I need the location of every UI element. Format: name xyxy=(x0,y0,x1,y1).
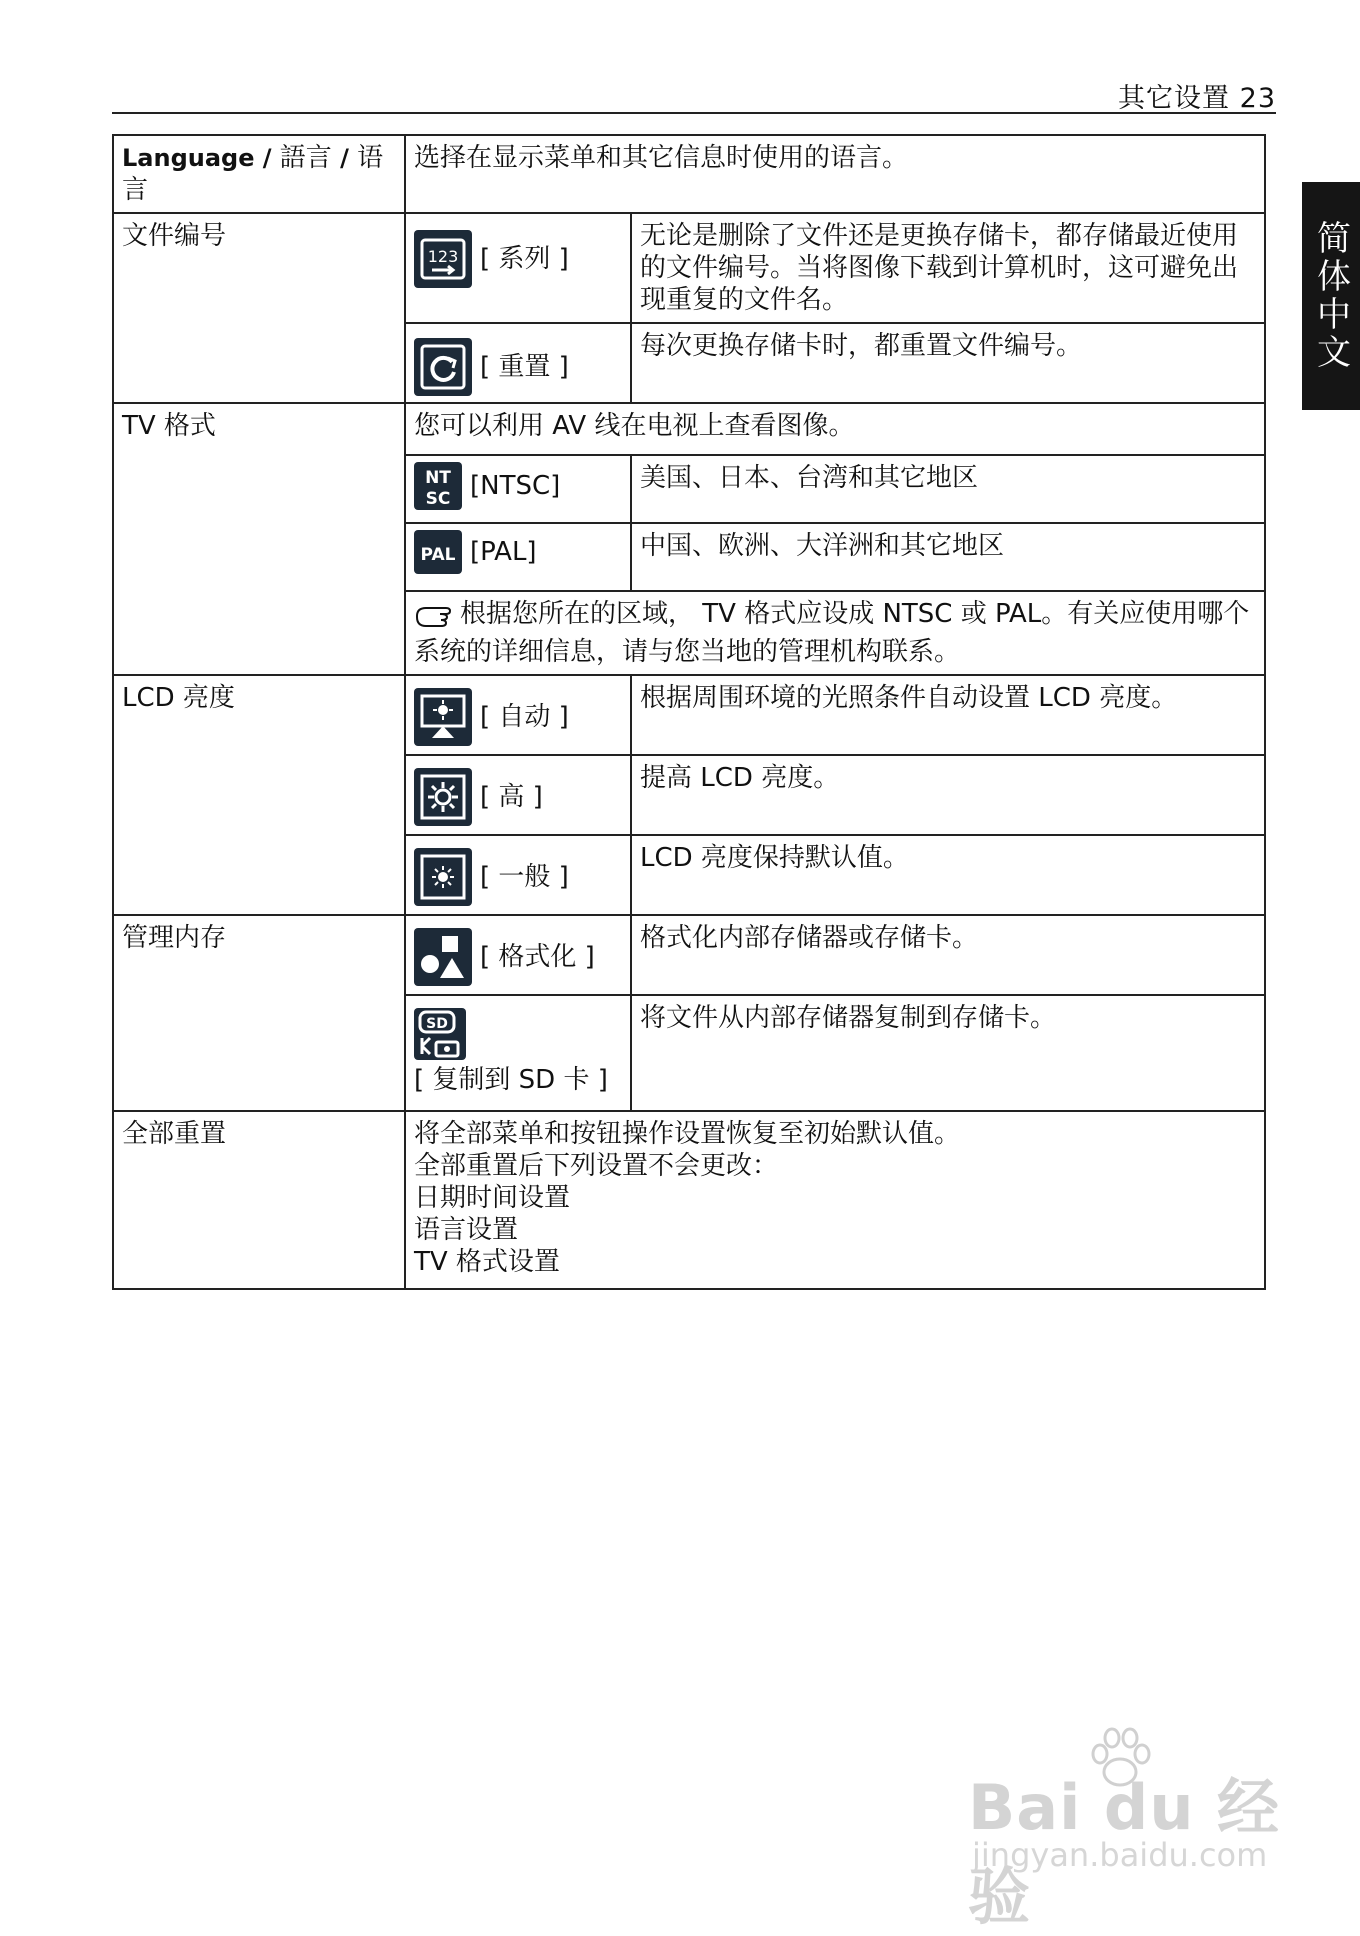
reset-all-description xyxy=(405,1111,1265,1289)
label-sep: / xyxy=(340,144,349,172)
table-row xyxy=(113,135,1265,213)
option-normal xyxy=(405,835,631,915)
section-title: 其它设置 xyxy=(1118,83,1231,114)
watermark-url: jingyan.baidu.com xyxy=(972,1836,1268,1874)
tv-format-intro: 您可以利用 AV 线在电视上查看图像。 xyxy=(405,403,1265,455)
option-name: [PAL] xyxy=(470,537,537,567)
option-name: [ 重置 ] xyxy=(480,352,569,382)
option-reset xyxy=(405,323,631,403)
svg-text:NT: NT xyxy=(425,468,451,488)
table-row xyxy=(113,403,1265,455)
table-row xyxy=(113,675,1265,755)
option-description: 美国、日本、台湾和其它地区 xyxy=(631,455,1265,523)
normal-brightness-icon xyxy=(414,848,472,906)
option-description: 每次更换存储卡时，都重置文件编号。 xyxy=(631,323,1265,403)
option-description: 无论是删除了文件还是更换存储卡，都存储最近使用的文件编号。当将图像下载到计算机时，这可避免出现重复的文件名。 xyxy=(631,213,1265,323)
option-name: [ 系列 ] xyxy=(480,244,569,274)
option-description: 根据周围环境的光照条件自动设置 LCD 亮度。 xyxy=(631,675,1265,755)
option-description: 中国、欧洲、大洋洲和其它地区 xyxy=(631,523,1265,591)
watermark-brand: Bai du 经验 xyxy=(968,1771,1281,1933)
svg-text:SC: SC xyxy=(425,489,451,509)
header-title xyxy=(1118,76,1276,115)
option-pal xyxy=(405,523,631,591)
label-sep: / xyxy=(262,144,272,172)
format-icon xyxy=(414,928,472,986)
page-header xyxy=(112,70,1276,114)
pointing-hand-icon xyxy=(414,602,460,636)
page-number: 23 xyxy=(1239,83,1276,114)
option-name: [ 复制到 SD 卡 ] xyxy=(414,1065,608,1095)
sequence-123-icon xyxy=(414,230,472,288)
high-brightness-icon xyxy=(414,768,472,826)
tv-format-note xyxy=(405,591,1265,675)
option-name: [ 一般 ] xyxy=(480,862,569,892)
row-label-lcd-brightness: LCD 亮度 xyxy=(113,675,405,915)
option-description: 将文件从内部存储器复制到存储卡。 xyxy=(631,995,1265,1111)
svg-text:SD: SD xyxy=(426,1016,448,1032)
settings-table xyxy=(112,134,1266,1290)
language-side-tab xyxy=(1302,182,1360,410)
note-text: 根据您所在的区域， TV 格式应设成 NTSC 或 PAL。有关应使用哪个系统的详细信息，请与您当地的管理机构联系。 xyxy=(414,599,1250,667)
row-label-memory: 管理内存 xyxy=(113,915,405,1111)
svg-text:PAL: PAL xyxy=(420,545,456,565)
reset-line: 全部重置后下列设置不会更改： xyxy=(414,1151,779,1181)
option-name: [NTSC] xyxy=(470,471,561,501)
option-ntsc xyxy=(405,455,631,523)
reset-icon xyxy=(414,338,472,396)
option-description: 格式化内部存储器或存储卡。 xyxy=(631,915,1265,995)
row-label-reset-all: 全部重置 xyxy=(113,1111,405,1289)
row-label-file-number: 文件编号 xyxy=(113,213,405,403)
option-name: [ 高 ] xyxy=(480,782,543,812)
ntsc-icon xyxy=(414,462,462,510)
table-row xyxy=(113,213,1265,323)
label-language-tc: 語言 xyxy=(279,143,332,173)
option-name: [ 自动 ] xyxy=(480,702,569,732)
row-label-tv-format: TV 格式 xyxy=(113,403,405,675)
option-high xyxy=(405,755,631,835)
option-auto xyxy=(405,675,631,755)
table-row xyxy=(113,1111,1265,1289)
reset-line: 语言设置 xyxy=(414,1215,519,1245)
reset-line: 日期时间设置 xyxy=(414,1183,571,1213)
pal-icon xyxy=(414,530,462,574)
table-row xyxy=(113,915,1265,995)
option-name: [ 格式化 ] xyxy=(480,942,595,972)
option-copy-to-sd xyxy=(405,995,631,1111)
reset-line: 将全部菜单和按钮操作设置恢复至初始默认值。 xyxy=(414,1119,961,1149)
language-description: 选择在显示菜单和其它信息时使用的语言。 xyxy=(405,135,1265,213)
row-label-language xyxy=(113,135,405,213)
baidu-watermark xyxy=(968,1724,1288,1933)
copy-to-sd-icon xyxy=(414,1008,466,1060)
option-description: 提高 LCD 亮度。 xyxy=(631,755,1265,835)
option-format xyxy=(405,915,631,995)
svg-text:123: 123 xyxy=(427,247,459,266)
label-language-sc: 语言 xyxy=(122,143,384,205)
auto-brightness-icon xyxy=(414,688,472,746)
side-tab-label: 简体中文 xyxy=(1310,220,1351,372)
reset-line: TV 格式设置 xyxy=(414,1247,560,1277)
option-sequence xyxy=(405,213,631,323)
option-description: LCD 亮度保持默认值。 xyxy=(631,835,1265,915)
label-language-en: Language xyxy=(122,144,255,172)
